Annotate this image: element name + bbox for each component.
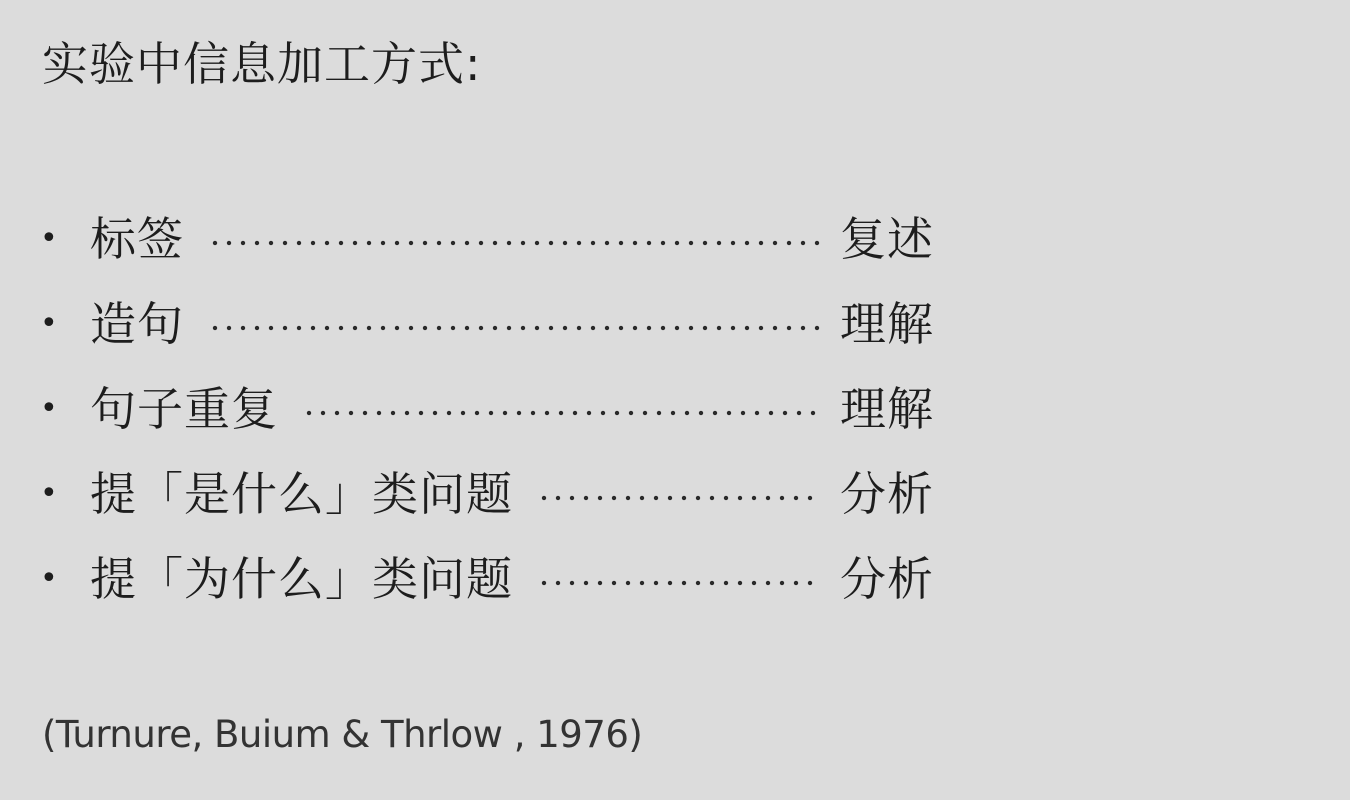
dot-leader [537, 491, 820, 505]
item-label: 造句 [90, 296, 184, 351]
list-item [38, 366, 948, 451]
dot-leader [208, 236, 820, 250]
bullet-icon: • [40, 560, 58, 596]
bullet-icon: • [40, 220, 58, 256]
dot-leader [537, 576, 820, 590]
item-result: 分析 [840, 466, 934, 521]
list-item [38, 451, 948, 536]
list-item [38, 281, 948, 366]
dot-leader [208, 321, 820, 335]
item-result: 理解 [840, 381, 934, 436]
item-result: 复述 [840, 211, 934, 266]
item-label: 提「为什么」类问题 [90, 551, 513, 606]
item-label: 提「是什么」类问题 [90, 466, 513, 521]
list-item [38, 536, 948, 621]
item-label: 标签 [90, 211, 184, 266]
citation: (Turnure, Buium & Thrlow , 1976) [42, 713, 643, 756]
bullet-icon: • [40, 475, 58, 511]
bullet-icon: • [40, 305, 58, 341]
item-result: 分析 [840, 551, 934, 606]
bullet-icon: • [40, 390, 58, 426]
slide-title: 实验中信息加工方式: [42, 37, 482, 91]
list-item [38, 196, 948, 281]
processing-method-list [38, 196, 948, 621]
dot-leader [302, 406, 820, 420]
item-result: 理解 [840, 296, 934, 351]
item-label: 句子重复 [90, 381, 278, 436]
